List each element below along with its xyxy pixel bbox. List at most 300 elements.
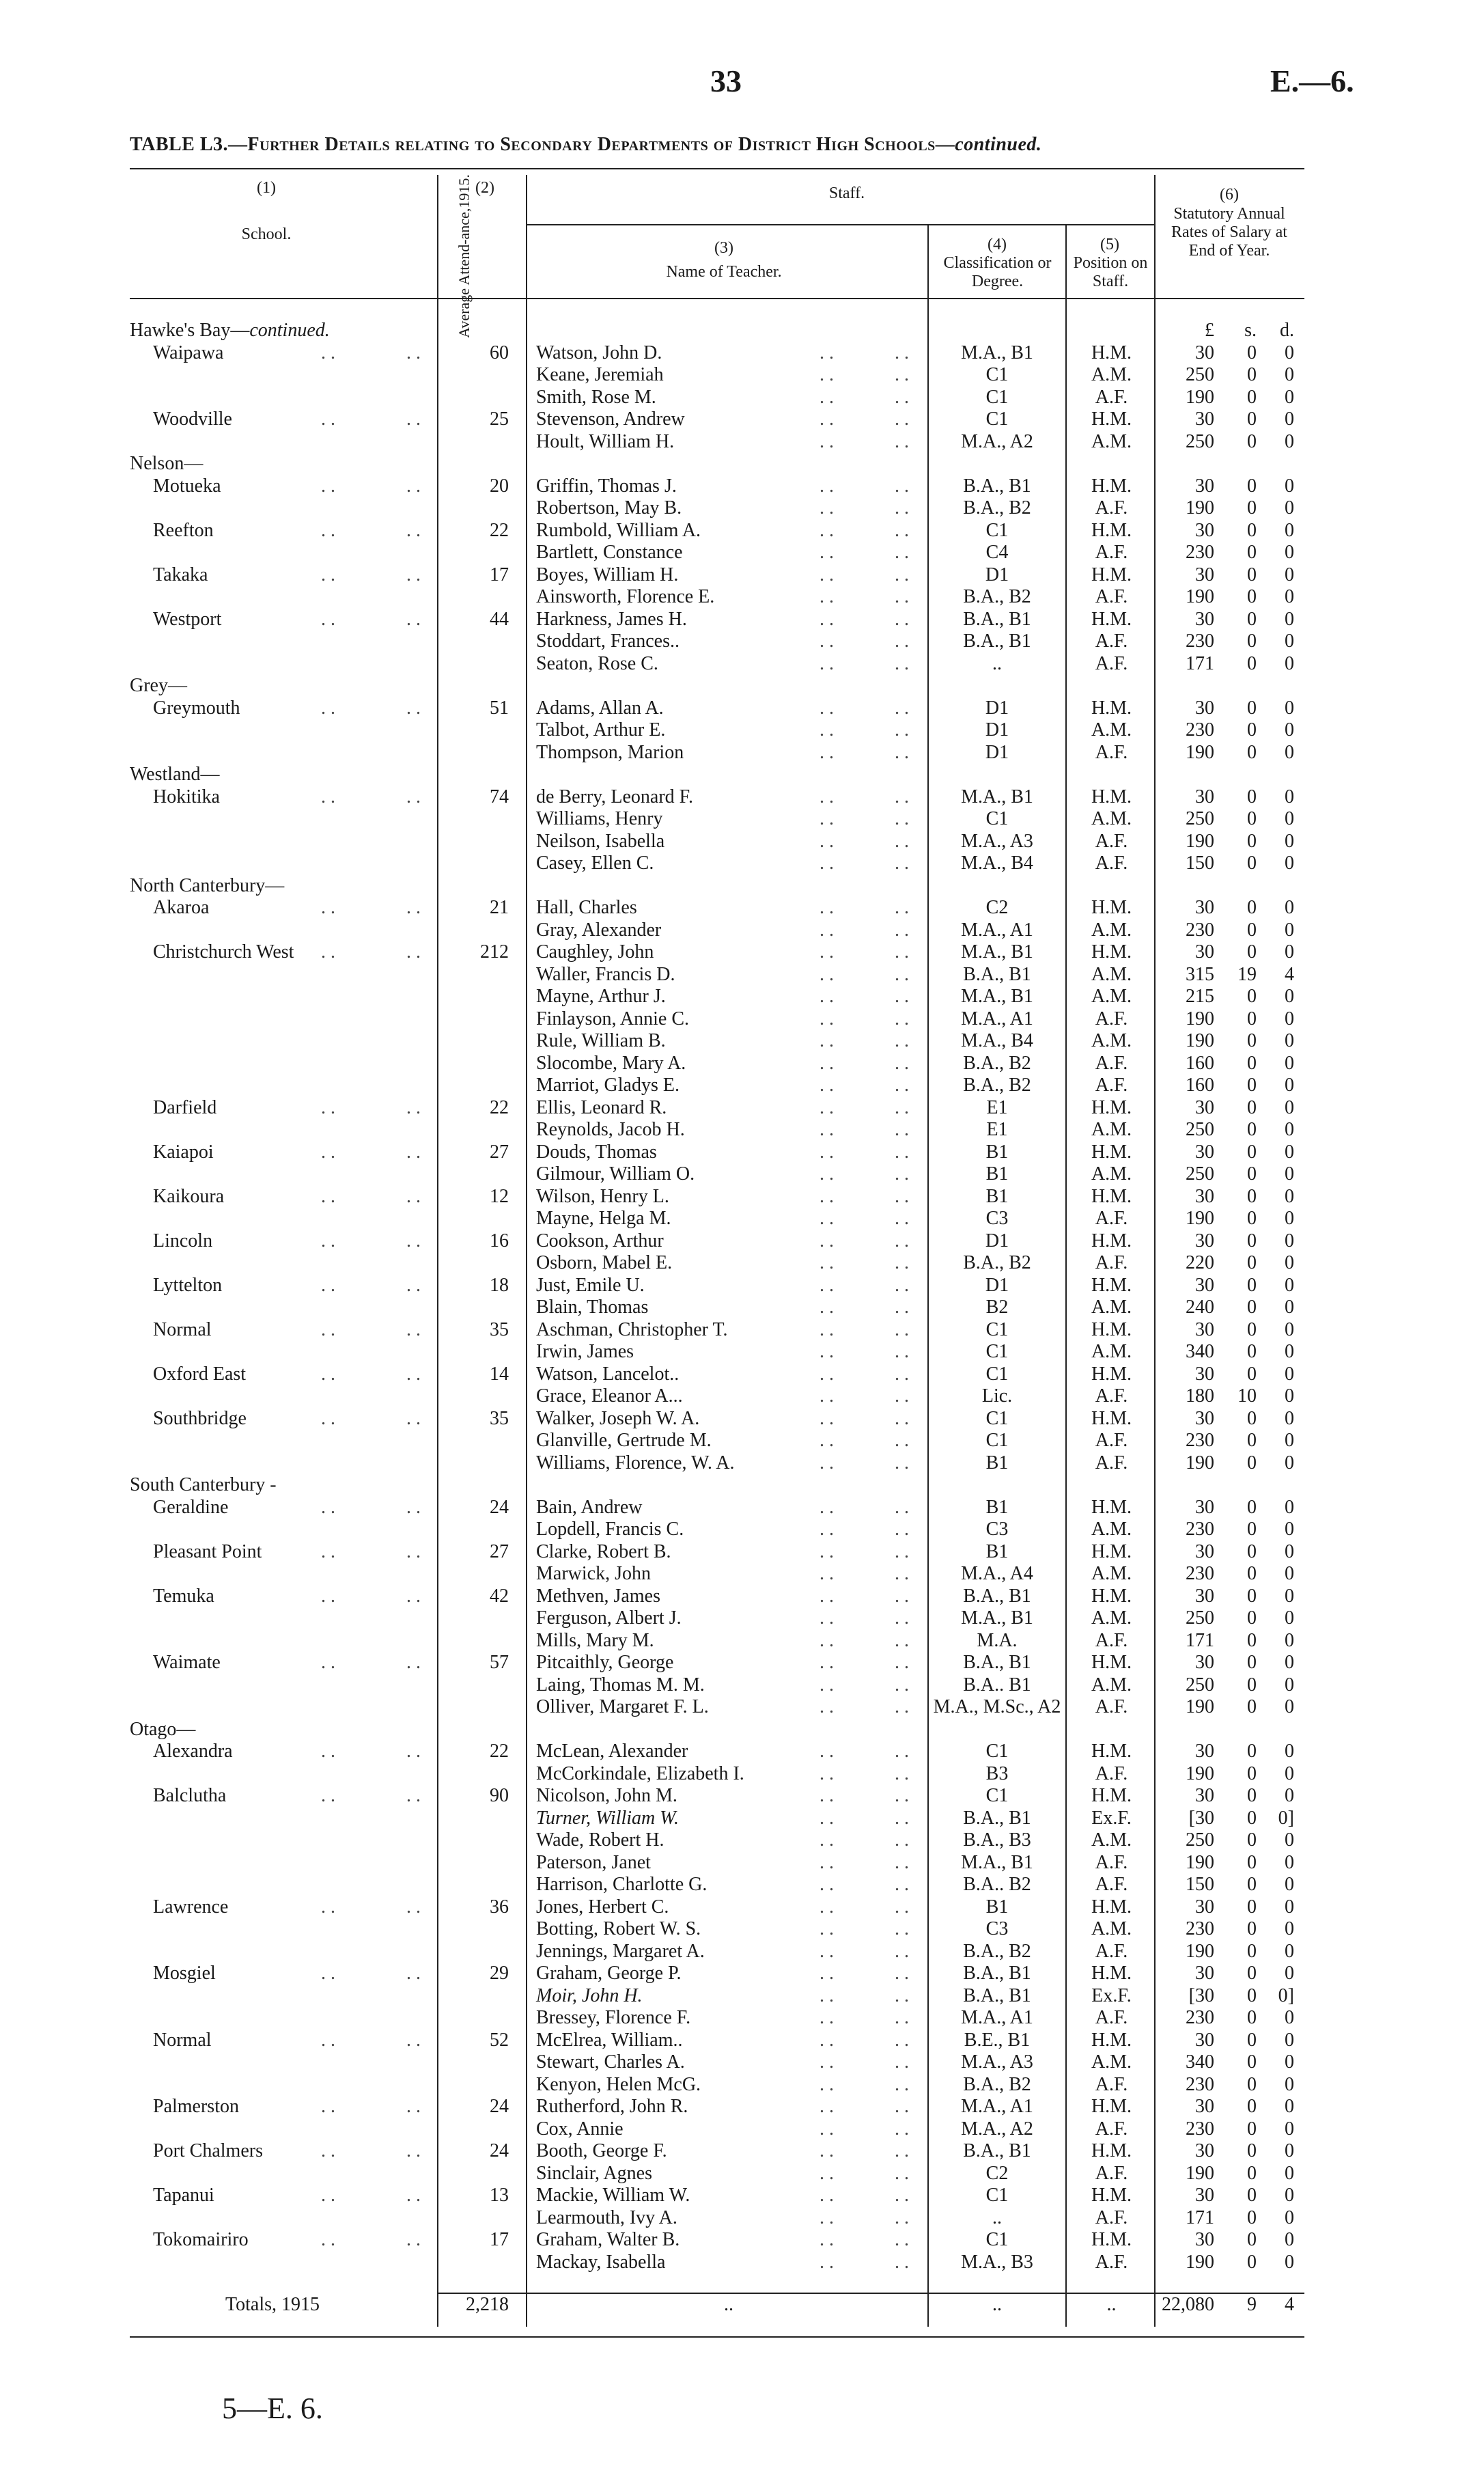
salary-pence: 4 xyxy=(1285,963,1294,985)
position-on-staff: H.M. xyxy=(1091,1741,1132,1762)
position-on-staff: A.M. xyxy=(1091,1674,1132,1696)
teacher-name: Laing, Thomas M. M. xyxy=(536,1674,705,1696)
salary-pence: 0 xyxy=(1285,475,1294,497)
leader-dots: . . xyxy=(406,2229,421,2250)
salary-pence: 0 xyxy=(1285,1519,1294,1540)
leader-dots: . . xyxy=(406,2029,421,2051)
position-on-staff: A.F. xyxy=(1095,1052,1128,1074)
leader-dots: . . xyxy=(820,1696,834,1717)
salary-pounds: 30 xyxy=(1195,1496,1214,1518)
salary-shillings: 0 xyxy=(1247,1318,1257,1340)
salary-pence: 0 xyxy=(1285,631,1294,652)
salary-shillings: 0 xyxy=(1247,652,1257,674)
teacher-name: Jennings, Margaret A. xyxy=(536,1940,705,1962)
salary-shillings: 0 xyxy=(1247,1185,1257,1207)
salary-shillings: 0 xyxy=(1247,1075,1257,1096)
leader-dots: . . xyxy=(895,1141,909,1163)
average-attendance: 57 xyxy=(490,1652,509,1673)
average-attendance: 13 xyxy=(490,2185,509,2206)
salary-pounds: 190 xyxy=(1186,1851,1214,1873)
salary-shillings: 0 xyxy=(1247,1208,1257,1229)
table-row xyxy=(0,941,1484,964)
salary-pounds: 230 xyxy=(1186,1563,1214,1584)
salary-pence: 0 xyxy=(1285,1785,1294,1806)
teacher-name: Marwick, John xyxy=(536,1563,651,1584)
salary-shillings: 0 xyxy=(1247,741,1257,763)
leader-dots: . . xyxy=(406,897,421,918)
salary-pounds: 150 xyxy=(1186,1874,1214,1895)
position-on-staff: H.M. xyxy=(1091,786,1132,807)
salary-shillings: 0 xyxy=(1247,1896,1257,1918)
salary-shillings: 0 xyxy=(1247,1363,1257,1385)
table-row xyxy=(0,1785,1484,1808)
leader-dots: . . xyxy=(321,2096,335,2117)
salary-shillings: 0 xyxy=(1247,1652,1257,1673)
average-attendance: 90 xyxy=(490,1785,509,1806)
col3-header: Name of Teacher. xyxy=(666,263,782,281)
leader-dots: . . xyxy=(820,1940,834,1962)
table-row xyxy=(0,1941,1484,1963)
salary-pounds: 30 xyxy=(1195,475,1214,497)
salary-pence: 0 xyxy=(1285,1652,1294,1673)
leader-dots: . . xyxy=(895,741,909,763)
salary-pence: 0 xyxy=(1285,497,1294,518)
district-name: Otago— xyxy=(130,1718,196,1740)
salary-pounds: 160 xyxy=(1186,1075,1214,1096)
average-attendance: 27 xyxy=(490,1141,509,1163)
position-on-staff: A.M. xyxy=(1091,986,1132,1007)
average-attendance: 29 xyxy=(490,1963,509,1984)
salary-pounds: 30 xyxy=(1195,1540,1214,1562)
leader-dots: . . xyxy=(406,1540,421,1562)
classification: C1 xyxy=(985,1785,1009,1806)
table-row xyxy=(0,2096,1484,2118)
leader-dots: . . xyxy=(895,1430,909,1451)
teacher-name: Gilmour, William O. xyxy=(536,1163,695,1185)
leader-dots: . . xyxy=(321,564,335,585)
leader-dots: . . xyxy=(321,409,335,430)
classification: C1 xyxy=(985,2185,1009,2206)
salary-pounds: 250 xyxy=(1186,430,1214,452)
classification: C1 xyxy=(985,1430,1009,1451)
salary-pence: 0 xyxy=(1285,786,1294,807)
leader-dots: . . xyxy=(895,586,909,607)
teacher-name: Graham, Walter B. xyxy=(536,2229,680,2250)
school-name: Tapanui xyxy=(153,2185,214,2206)
classification: B.A., B1 xyxy=(963,1585,1031,1607)
teacher-name: Paterson, Janet xyxy=(536,1851,651,1873)
teacher-name: Olliver, Margaret F. L. xyxy=(536,1696,709,1717)
classification: D1 xyxy=(985,1274,1009,1296)
leader-dots: . . xyxy=(895,1741,909,1762)
salary-shillings: 0 xyxy=(1247,2162,1257,2184)
leader-dots: . . xyxy=(321,1496,335,1518)
position-on-staff: A.M. xyxy=(1091,919,1132,941)
teacher-name: Rule, William B. xyxy=(536,1030,666,1051)
average-attendance: 25 xyxy=(490,409,509,430)
teacher-name: Clarke, Robert B. xyxy=(536,1540,671,1562)
leader-dots: . . xyxy=(895,2206,909,2228)
leader-dots: . . xyxy=(820,652,834,674)
classification: B.A., B1 xyxy=(963,1807,1031,1829)
salary-pence: 0 xyxy=(1285,2251,1294,2273)
position-on-staff: A.M. xyxy=(1091,963,1132,985)
salary-shillings: 0 xyxy=(1247,1829,1257,1851)
leader-dots: . . xyxy=(406,475,421,497)
teacher-name: Robertson, May B. xyxy=(536,497,682,518)
salary-pence: 0 xyxy=(1285,342,1294,363)
salary-shillings: 0 xyxy=(1247,1030,1257,1051)
table-row xyxy=(0,2163,1484,2185)
leader-dots: . . xyxy=(820,1452,834,1473)
classification: M.A., A4 xyxy=(961,1563,1033,1584)
salary-pence: 0 xyxy=(1285,2185,1294,2206)
salary-pounds: 30 xyxy=(1195,1318,1214,1340)
salary-shillings: 0 xyxy=(1247,786,1257,807)
classification: B.A., B3 xyxy=(963,1829,1031,1851)
classification: C1 xyxy=(985,409,1009,430)
classification: D1 xyxy=(985,741,1009,763)
leader-dots: . . xyxy=(895,1119,909,1140)
salary-pounds: 230 xyxy=(1186,542,1214,563)
position-on-staff: A.F. xyxy=(1095,1385,1128,1407)
teacher-name: Botting, Robert W. S. xyxy=(536,1918,701,1939)
teacher-name: Osborn, Mabel E. xyxy=(536,1252,673,1273)
position-on-staff: A.F. xyxy=(1095,2251,1128,2273)
salary-pounds: 190 xyxy=(1186,741,1214,763)
classification: M.A., A1 xyxy=(961,919,1033,941)
salary-pounds: 250 xyxy=(1186,1119,1214,1140)
salary-shillings: 0 xyxy=(1247,1274,1257,1296)
salary-shillings: 0 xyxy=(1247,1629,1257,1651)
leader-dots: . . xyxy=(820,2140,834,2161)
leader-dots: . . xyxy=(406,1230,421,1251)
average-attendance: 44 xyxy=(490,608,509,630)
salary-pounds: 30 xyxy=(1195,1274,1214,1296)
table-row xyxy=(0,1008,1484,1031)
leader-dots: . . xyxy=(895,1918,909,1939)
leader-dots: . . xyxy=(321,1230,335,1251)
salary-shillings: 0 xyxy=(1247,1496,1257,1518)
leader-dots: . . xyxy=(321,1141,335,1163)
salary-shillings: 0 xyxy=(1247,1785,1257,1806)
leader-dots: . . xyxy=(820,1918,834,1939)
position-on-staff: A.F. xyxy=(1095,542,1128,563)
salary-pence: 0 xyxy=(1285,1341,1294,1362)
table-row xyxy=(0,2207,1484,2230)
average-attendance: 22 xyxy=(490,1096,509,1118)
teacher-name: Cookson, Arthur xyxy=(536,1230,664,1251)
position-on-staff: A.M. xyxy=(1091,1519,1132,1540)
leader-dots: . . xyxy=(820,1230,834,1251)
position-on-staff: A.M. xyxy=(1091,719,1132,741)
leader-dots: . . xyxy=(820,1185,834,1207)
teacher-name: Nicolson, John M. xyxy=(536,1785,677,1806)
teacher-name: Mackie, William W. xyxy=(536,2185,690,2206)
leader-dots: . . xyxy=(895,1896,909,1918)
salary-pence: 0 xyxy=(1285,1540,1294,1562)
classification: M.A., A1 xyxy=(961,1008,1033,1029)
table-row xyxy=(0,1163,1484,1186)
salary-pounds: 230 xyxy=(1186,2007,1214,2028)
table-row xyxy=(0,1541,1484,1564)
salary-shillings: 0 xyxy=(1247,1141,1257,1163)
salary-pence: 0 xyxy=(1285,719,1294,741)
leader-dots: . . xyxy=(895,1629,909,1651)
leader-dots: . . xyxy=(895,1252,909,1273)
teacher-name: Irwin, James xyxy=(536,1341,634,1362)
totals-pence: 4 xyxy=(1285,2294,1294,2315)
col3-number: (3) xyxy=(714,239,733,257)
leader-dots: . . xyxy=(820,1163,834,1185)
leader-dots: . . xyxy=(895,2029,909,2051)
salary-pence: 0 xyxy=(1285,1363,1294,1385)
position-on-staff: A.F. xyxy=(1095,741,1128,763)
leader-dots: . . xyxy=(321,519,335,541)
position-on-staff: A.F. xyxy=(1095,1851,1128,1873)
table-row xyxy=(0,2252,1484,2274)
district-continued: continued. xyxy=(249,320,330,341)
leader-dots: . . xyxy=(895,1341,909,1362)
salary-shillings: 0 xyxy=(1247,1851,1257,1873)
position-on-staff: H.M. xyxy=(1091,475,1132,497)
salary-pounds: 30 xyxy=(1195,897,1214,918)
teacher-name: Stoddart, Frances.. xyxy=(536,631,680,652)
leader-dots: . . xyxy=(820,1585,834,1607)
leader-dots: . . xyxy=(895,631,909,652)
salary-pence: 0 xyxy=(1285,1430,1294,1451)
salary-shillings: 0 xyxy=(1247,697,1257,719)
leader-dots: . . xyxy=(895,1163,909,1185)
teacher-name: Gray, Alexander xyxy=(536,919,662,941)
salary-pence: 0 xyxy=(1285,652,1294,674)
classification: B.A.. B2 xyxy=(963,1874,1031,1895)
leader-dots: . . xyxy=(820,586,834,607)
leader-dots: . . xyxy=(820,1963,834,1984)
salary-shillings: 0 xyxy=(1247,1762,1257,1784)
leader-dots: . . xyxy=(406,1741,421,1762)
leader-dots: . . xyxy=(895,719,909,741)
leader-dots: . . xyxy=(321,1652,335,1673)
table-title-main: Further Details relating to Secondary Departments of District High Schools— xyxy=(247,134,955,155)
leader-dots: . . xyxy=(895,1674,909,1696)
salary-pounds: 190 xyxy=(1186,497,1214,518)
salary-pounds: 230 xyxy=(1186,631,1214,652)
teacher-name: Mayne, Arthur J. xyxy=(536,986,666,1007)
classification: C1 xyxy=(985,2229,1009,2250)
average-attendance: 22 xyxy=(490,519,509,541)
leader-dots: . . xyxy=(895,386,909,408)
salary-shillings: 0 xyxy=(1247,1052,1257,1074)
table-row xyxy=(0,1119,1484,1141)
teacher-name: Stevenson, Andrew xyxy=(536,409,685,430)
classification: B1 xyxy=(985,1141,1009,1163)
school-name: Mosgiel xyxy=(153,1963,216,1984)
classification: B.A., B2 xyxy=(963,497,1031,518)
district-heading-row xyxy=(0,875,1484,898)
average-attendance: 60 xyxy=(490,342,509,363)
salary-pence: 0 xyxy=(1285,1741,1294,1762)
totals-label: Totals, 1915 xyxy=(225,2294,320,2315)
classification: M.A., B4 xyxy=(961,1030,1033,1051)
leader-dots: . . xyxy=(820,1008,834,1029)
school-name: Akaroa xyxy=(153,897,210,918)
footer-signature: 5—E. 6. xyxy=(222,2392,323,2425)
position-on-staff: A.F. xyxy=(1095,853,1128,874)
position-on-staff: A.M. xyxy=(1091,1163,1132,1185)
salary-pounds: 230 xyxy=(1186,2073,1214,2095)
table-row xyxy=(0,1030,1484,1053)
leader-dots: . . xyxy=(820,2051,834,2073)
pounds-header: £ xyxy=(1205,320,1214,341)
table-title-continued: continued. xyxy=(955,134,1042,155)
salary-pounds: 250 xyxy=(1186,1674,1214,1696)
classification: C1 xyxy=(985,1741,1009,1762)
salary-pounds: 190 xyxy=(1186,1208,1214,1229)
teacher-name: Pitcaithly, George xyxy=(536,1652,674,1673)
school-name: Waipawa xyxy=(153,342,224,363)
leader-dots: . . xyxy=(895,2185,909,2206)
salary-pounds: 30 xyxy=(1195,2229,1214,2250)
document-reference: E.—6. xyxy=(1270,64,1354,98)
salary-pence: 0 xyxy=(1285,1563,1294,1584)
classification: B.A., B1 xyxy=(963,608,1031,630)
position-on-staff: H.M. xyxy=(1091,2029,1132,2051)
classification: M.A., A2 xyxy=(961,430,1033,452)
position-on-staff: A.F. xyxy=(1095,631,1128,652)
leader-dots: . . xyxy=(406,1185,421,1207)
classification: B2 xyxy=(985,1297,1009,1318)
position-on-staff: A.F. xyxy=(1095,830,1128,852)
leader-dots: . . xyxy=(895,1963,909,1984)
school-name: Alexandra xyxy=(153,1741,233,1762)
leader-dots: . . xyxy=(820,941,834,963)
col2-header-text: Average Attend-ance,1915. xyxy=(456,174,473,338)
leader-dots: . . xyxy=(820,1674,834,1696)
classification: B.A., B2 xyxy=(963,1075,1031,1096)
school-name: Palmerston xyxy=(153,2096,239,2117)
leader-dots: . . xyxy=(406,786,421,807)
position-on-staff: A.F. xyxy=(1095,2007,1128,2028)
school-name: Tokomairiro xyxy=(153,2229,249,2250)
school-name: Reefton xyxy=(153,519,214,541)
salary-shillings: 0 xyxy=(1247,1297,1257,1318)
classification: M.A., B1 xyxy=(961,786,1033,807)
classification: C3 xyxy=(985,1918,1009,1939)
salary-pence: 0 xyxy=(1285,1696,1294,1717)
average-attendance: 24 xyxy=(490,2140,509,2161)
leader-dots: . . xyxy=(895,542,909,563)
salary-pence: 0 xyxy=(1285,1963,1294,1984)
position-on-staff: H.M. xyxy=(1091,897,1132,918)
classification: B1 xyxy=(985,1452,1009,1473)
average-attendance: 20 xyxy=(490,475,509,497)
leader-dots: . . xyxy=(820,1030,834,1051)
leader-dots: . . xyxy=(321,897,335,918)
salary-shillings: 0 xyxy=(1247,2185,1257,2206)
salary-pence: 0] xyxy=(1278,1807,1294,1829)
table-row xyxy=(0,564,1484,587)
salary-shillings: 0 xyxy=(1247,564,1257,585)
table-row xyxy=(0,1918,1484,1941)
salary-pence: 0 xyxy=(1285,919,1294,941)
leader-dots: . . xyxy=(820,1052,834,1074)
salary-pounds: 30 xyxy=(1195,608,1214,630)
classification: C4 xyxy=(985,542,1009,563)
table-row xyxy=(0,586,1484,609)
leader-dots: . . xyxy=(820,808,834,829)
salary-shillings: 0 xyxy=(1247,2073,1257,2095)
classification: B.A., B2 xyxy=(963,586,1031,607)
position-on-staff: H.M. xyxy=(1091,1318,1132,1340)
leader-dots: . . xyxy=(406,2096,421,2117)
salary-shillings: 0 xyxy=(1247,542,1257,563)
salary-pence: 0 xyxy=(1285,2162,1294,2184)
leader-dots: . . xyxy=(321,941,335,963)
leader-dots: . . xyxy=(321,2229,335,2250)
salary-pence: 0 xyxy=(1285,1607,1294,1629)
salary-shillings: 0 xyxy=(1247,342,1257,363)
leader-dots: . . xyxy=(406,1407,421,1429)
salary-pounds: 30 xyxy=(1195,2185,1214,2206)
leader-dots: . . xyxy=(321,1896,335,1918)
salary-shillings: 0 xyxy=(1247,1540,1257,1562)
table-row xyxy=(0,786,1484,809)
position-on-staff: A.F. xyxy=(1095,2118,1128,2140)
teacher-name: Wilson, Henry L. xyxy=(536,1185,669,1207)
teacher-name: Turner, William W. xyxy=(536,1807,680,1829)
leader-dots: . . xyxy=(820,1829,834,1851)
leader-dots: . . xyxy=(820,1607,834,1629)
teacher-name: Wade, Robert H. xyxy=(536,1829,664,1851)
leader-dots: . . xyxy=(895,1851,909,1873)
teacher-name: Harkness, James H. xyxy=(536,608,687,630)
salary-pence: 0 xyxy=(1285,2118,1294,2140)
salary-pounds: 340 xyxy=(1186,1341,1214,1362)
leader-dots: . . xyxy=(406,608,421,630)
position-on-staff: A.M. xyxy=(1091,364,1132,385)
position-on-staff: H.M. xyxy=(1091,1274,1132,1296)
position-on-staff: H.M. xyxy=(1091,2140,1132,2161)
position-on-staff: A.M. xyxy=(1091,1119,1132,1140)
district-name: Nelson— xyxy=(130,453,204,474)
leader-dots: . . xyxy=(820,475,834,497)
salary-pounds: 190 xyxy=(1186,1008,1214,1029)
teacher-name: Kenyon, Helen McG. xyxy=(536,2073,701,2095)
teacher-name: Douds, Thomas xyxy=(536,1141,657,1163)
school-name: Pleasant Point xyxy=(153,1540,262,1562)
leader-dots: . . xyxy=(406,1785,421,1806)
classification: C1 xyxy=(985,1341,1009,1362)
salary-pounds: 30 xyxy=(1195,1785,1214,1806)
average-attendance: 51 xyxy=(490,697,509,719)
salary-pence: 0 xyxy=(1285,1674,1294,1696)
position-on-staff: H.M. xyxy=(1091,2096,1132,2117)
position-on-staff: H.M. xyxy=(1091,1363,1132,1385)
leader-dots: . . xyxy=(895,1075,909,1096)
salary-shillings: 0 xyxy=(1247,897,1257,918)
leader-dots: . . xyxy=(820,2229,834,2250)
position-on-staff: A.F. xyxy=(1095,652,1128,674)
teacher-name: Moir, John H. xyxy=(536,1984,643,2006)
leader-dots: . . xyxy=(895,519,909,541)
salary-pence: 0 xyxy=(1285,986,1294,1007)
table-row xyxy=(0,1186,1484,1208)
leader-dots: . . xyxy=(895,1230,909,1251)
leader-dots: . . xyxy=(321,342,335,363)
school-name: Takaka xyxy=(153,564,208,585)
salary-pence: 0 xyxy=(1285,2051,1294,2073)
